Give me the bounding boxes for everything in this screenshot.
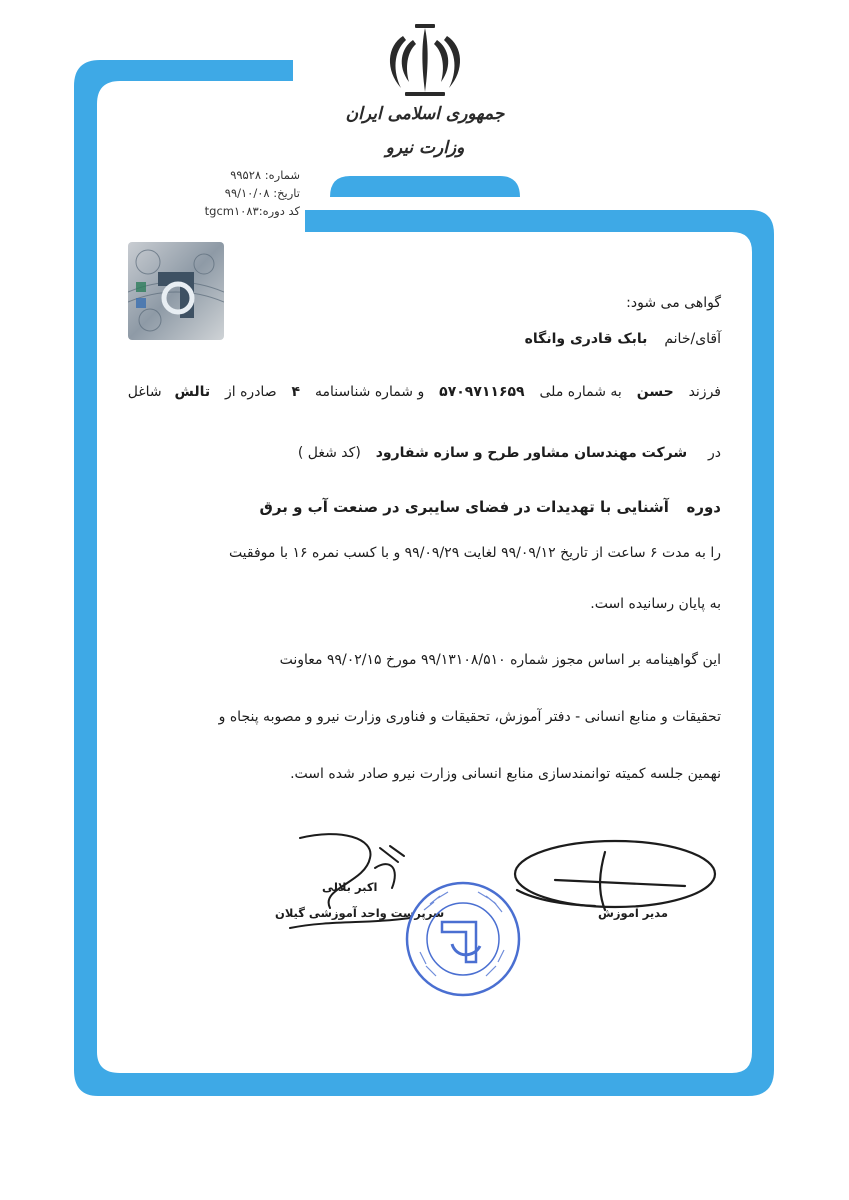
title-label: آقای/خانم (664, 331, 721, 347)
course-name: آشنایی با تهدیدات در فضای سایبری در صنعت آب و برق (259, 498, 669, 516)
left-signatory-name: اکبر بلالی (322, 880, 378, 894)
certify-heading: گواهی می شود: (626, 295, 721, 311)
committee-line: نهمین جلسه کمیته توانمندسازی منابع انسانی وزارت نیرو صادر شده است. (290, 766, 721, 782)
completed-line: به پایان رسانیده است. (590, 596, 721, 612)
issued-from-label: صادره از (225, 384, 277, 400)
issued-from-city: تالش (174, 384, 211, 400)
at-label: در (708, 445, 721, 461)
certificate-number: شماره: ۹۹۵۲۸ (230, 168, 300, 182)
job-code: (کد شغل ) (297, 445, 361, 461)
right-signatory-title: مدیر آموزش (598, 906, 668, 920)
frame-header-tab (330, 176, 520, 197)
employed-label: شاغل (127, 384, 162, 400)
father-name: حسن (636, 384, 674, 400)
name-line (525, 331, 721, 347)
ministry-name: وزارت نیرو (385, 138, 465, 158)
course-label: دوره (686, 498, 721, 516)
recipient-name: بابک قادری وانگاه (524, 331, 648, 347)
country-name: جمهوری اسلامی ایران (345, 104, 505, 124)
left-signatory-title: سرپرست واحد آموزشی گیلان (275, 906, 445, 920)
company-name: شرکت مهندسان مشاور طرح و سازه شفارود (375, 445, 688, 461)
child-of-label: فرزند (688, 384, 721, 400)
birth-cert-label: و شماره شناسنامه (314, 384, 425, 400)
national-id: ۵۷۰۹۷۱۱۶۵۹ (439, 384, 525, 400)
research-line: تحقیقات و منابع انسانی - دفتر آموزش، تحقیقات و فناوری وزارت نیرو و مصوبه پنجاه و (218, 709, 721, 725)
license-line: این گواهینامه بر اساس مجوز شماره ۹۹/۱۳۱۰۸/۵۱۰ مورخ ۹۹/۰۲/۱۵ معاونت (279, 652, 721, 668)
certificate-date: تاریخ: ۹۹/۱۰/۰۸ (224, 186, 300, 200)
hologram-icon (128, 242, 224, 340)
iran-emblem-icon (375, 22, 475, 100)
national-id-label: به شماره ملی (539, 384, 622, 400)
identity-line (128, 384, 721, 400)
course-code: کد دوره:tgcm۱۰۸۳ (204, 204, 300, 218)
official-seal-icon (404, 880, 522, 998)
duration-line: را به مدت ۶ ساعت از تاریخ ۹۹/۰۹/۱۲ لغایت ۹۹/۰۹/۲۹ و با کسب نمره ۱۶ با موفقیت (228, 545, 721, 561)
birth-cert-number: ۴ (291, 384, 301, 400)
company-line (298, 445, 721, 461)
course-line (260, 498, 721, 516)
